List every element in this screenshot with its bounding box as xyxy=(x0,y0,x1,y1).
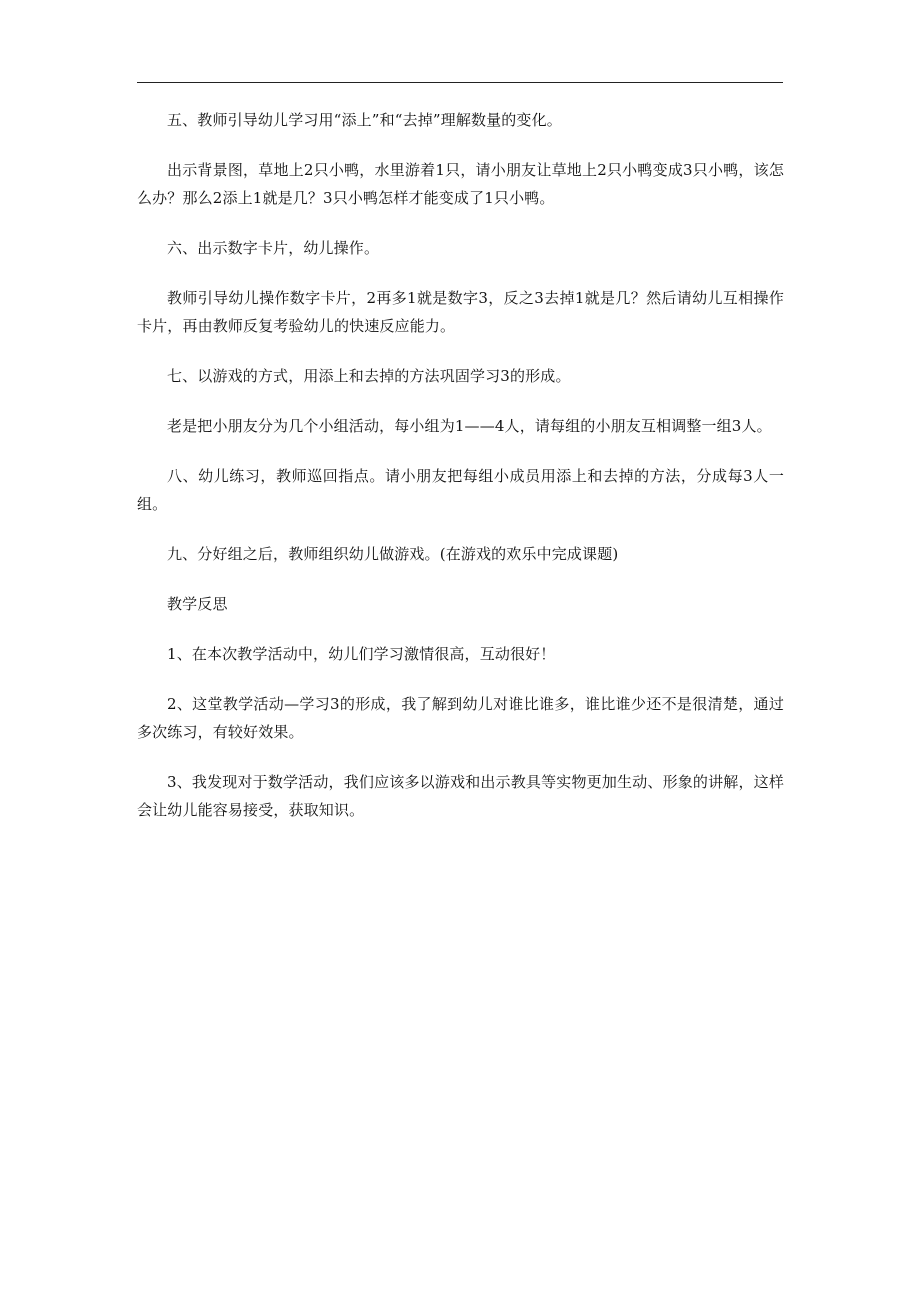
paragraph-section-8: 八、幼儿练习，教师巡回指点。请小朋友把每组小成员用添上和去掉的方法，分成每3人一组。 xyxy=(137,467,784,513)
paragraph-section-9: 九、分好组之后，教师组织幼儿做游戏。(在游戏的欢乐中完成课题) xyxy=(167,545,619,563)
header-rule xyxy=(137,82,783,83)
paragraph-group-activity: 老是把小朋友分为几个小组活动，每小组为1——4人，请每组的小朋友互相调整一组3人。 xyxy=(167,417,772,435)
paragraph-reflection-2: 2、这堂教学活动—学习3的形成，我了解到幼儿对谁比谁多，谁比谁少还不是很清楚，通过多次练习，有较好效果。 xyxy=(137,695,784,741)
paragraph-reflection-3: 3、我发现对于数学活动，我们应该多以游戏和出示教具等实物更加生动、形象的讲解，这样会让幼儿能容易接受，获取知识。 xyxy=(137,773,784,819)
paragraph-section-5-heading: 五、教师引导幼儿学习用“添上”和“去掉”理解数量的变化。 xyxy=(167,111,562,129)
paragraph-reflection-heading: 教学反思 xyxy=(167,595,228,613)
paragraph-section-6-heading: 六、出示数字卡片，幼儿操作。 xyxy=(167,239,380,257)
paragraph-reflection-1: 1、在本次教学活动中，幼儿们学习激情很高，互动很好！ xyxy=(167,645,556,663)
paragraph-section-7-heading: 七、以游戏的方式，用添上和去掉的方法巩固学习3的形成。 xyxy=(167,367,571,385)
paragraph-number-cards: 教师引导幼儿操作数字卡片，2再多1就是数字3，反之3去掉1就是几？然后请幼儿互相操作卡片，再由教师反复考验幼儿的快速反应能力。 xyxy=(137,289,784,335)
paragraph-background-image: 出示背景图，草地上2只小鸭，水里游着1只，请小朋友让草地上2只小鸭变成3只小鸭，该怎么办？那么2添上1就是几？3只小鸭怎样才能变成了1只小鸭。 xyxy=(137,161,784,207)
document-body xyxy=(137,106,784,846)
